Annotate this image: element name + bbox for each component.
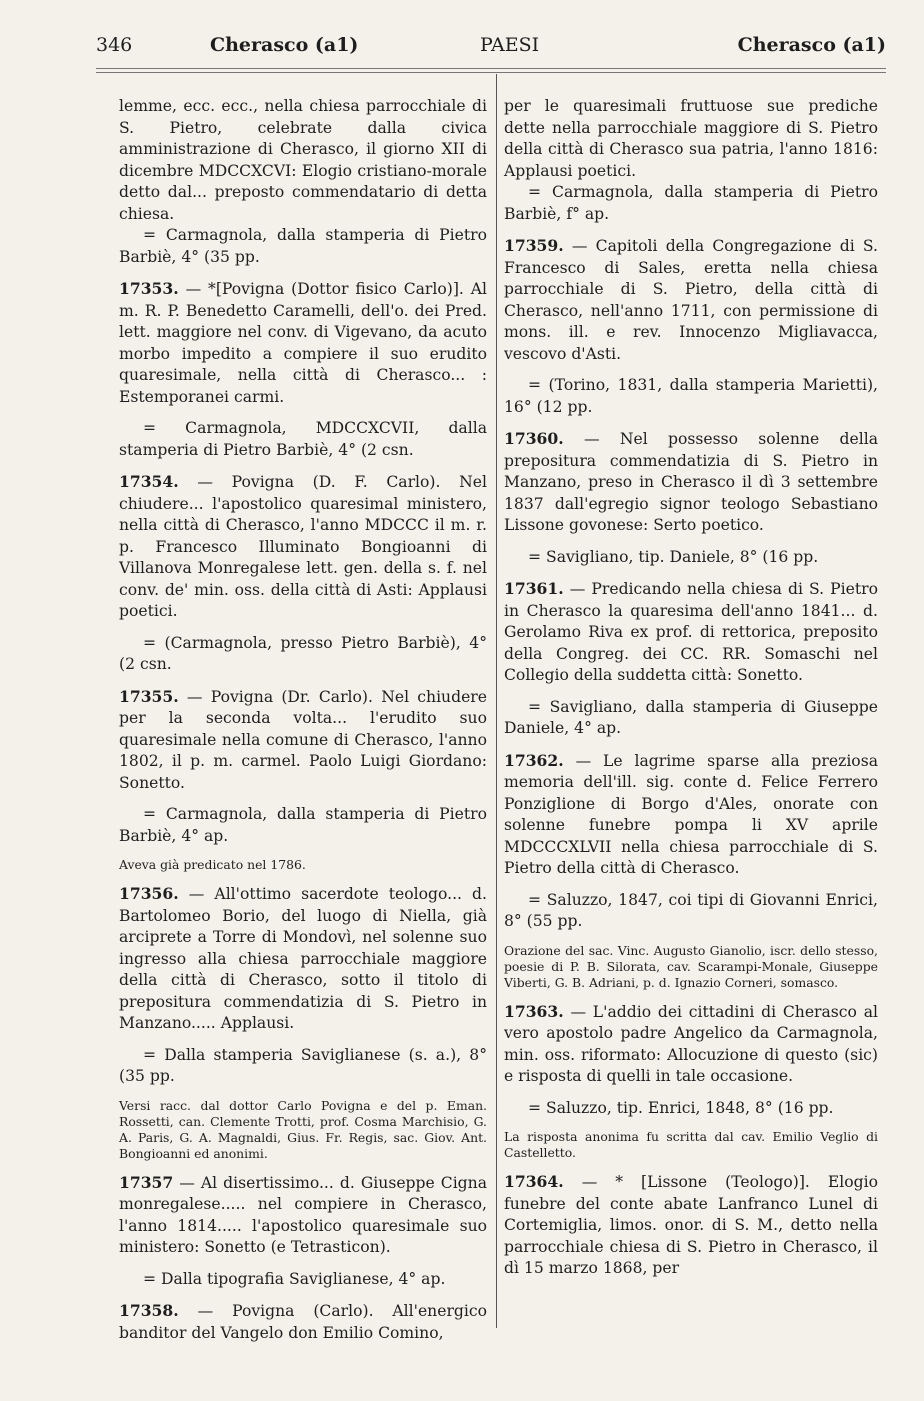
entry-number: 17361.: [504, 579, 564, 598]
entry-number: 17357: [119, 1172, 174, 1192]
entry-text: per le quaresimali fruttuose sue prediche dette nella parrocchiale maggiore di S. Pietro della città di Cherasco sua patria, l'anno 1816: Applausi poetici.: [504, 97, 878, 180]
note: Orazione del sac. Vinc. Augusto Gianolio, iscr. dello stesso, poesie di P. B. Silorata, cav. Scarampi-Monale, Giuseppe Viberti, G. B. Adriani, p. d. Ignazio Corneri, somasco.: [504, 942, 878, 990]
entry-number: 17355.: [119, 686, 179, 706]
entry-text: — L'addio dei cittadini di Cherasco al vero apostolo padre Angelico da Carmagnola, min. oss. riformato: Allocuzione di questo (sic) e risposta di quelli in tale occasione.: [504, 1002, 878, 1085]
right-column: [504, 96, 878, 1290]
entry-17354: [119, 471, 487, 623]
entry-number: 17362.: [504, 750, 564, 770]
entry-text: lemme, ecc. ecc., nella chiesa parrocchiale di S. Pietro, celebrate dalla civica amministrazione di Cherasco, il giorno XII di dicembre MDCCXCVI: Elogio cristiano-morale detto dal... preposto commendatario di detta chiesa.: [119, 97, 487, 223]
header-rule-bottom: [96, 72, 886, 73]
entry-17362: [504, 750, 878, 880]
entry-17360: [504, 428, 878, 537]
note: Aveva già predicato nel 1786.: [119, 857, 306, 872]
entry-17361: [504, 578, 878, 687]
entry-number: 17354.: [119, 472, 179, 491]
imprint: = (Carmagnola, presso Pietro Barbiè), 4° (2 csn.: [119, 633, 487, 673]
entry-text: — *[Povigna (Dottor fisico Carlo)]. Al m. R. P. Benedetto Caramelli, dell'o. dei Pred. lett. maggiore nel conv. di Vigevano, da acuto morbo impedito a compiere il suo erudito quaresimale, nella città di Cherasco... : Estemporanei carmi.: [119, 280, 487, 406]
entry-number: 17359.: [504, 236, 564, 255]
note: Versi racc. dal dottor Carlo Povigna e del p. Eman. Rossetti, can. Clemente Trotti, prof. Cosma Marchisio, G. A. Paris, G. A. Magnaldi, Gius. Fr. Regis, sac. Giov. Ant. Bongioanni ed anonimi.: [119, 1097, 487, 1161]
column-divider: [496, 74, 497, 1328]
header-rule-top: [96, 68, 886, 69]
entry-text: — Al disertissimo... d. Giuseppe Cigna monregalese..... nel compiere in Cherasco, l'anno 1814..... l'apostolico quaresimale suo ministero: Sonetto (e Tetrasticon).: [119, 1173, 487, 1256]
entry-number: 17358.: [119, 1301, 179, 1320]
entry-text: — Capitoli della Congregazione di S. Francesco di Sales, eretta nella chiesa parrocchiale di S. Pietro, della città di Cherasco, nell'anno 1711, con permissione di mons. ill. e rev. Innocenzo Migliavacca, vescovo d'Asti.: [504, 237, 878, 363]
page-number: 346: [96, 34, 133, 56]
imprint: = Dalla stamperia Saviglianese (s. a.), 8° (35 pp.: [119, 1045, 487, 1085]
entry-number: 17363.: [504, 1001, 564, 1021]
imprint: = Carmagnola, dalla stamperia di Pietro Barbiè, f° ap.: [504, 183, 878, 223]
header-section-title: PAESI: [480, 34, 540, 56]
entry-text: — Povigna (Dr. Carlo). Nel chiudere per la seconda volta... l'erudito suo quaresimale nella comune di Cherasco, l'anno 1802, il p. m. carmel. Paolo Luigi Giordano: Sonetto.: [119, 687, 487, 792]
imprint: = (Torino, 1831, dalla stamperia Marietti), 16° (12 pp.: [504, 376, 878, 416]
entry-text: — Povigna (D. F. Carlo). Nel chiudere... l'apostolico quaresimal ministero, nella città di Cherasco, l'anno MDCCC il m. r. p. Francesco Illuminato Bongioanni di Villanova Monregalese lett. gen. della s. f. nel conv. de' min. oss. della città di Asti: Applausi poetici.: [119, 473, 487, 620]
entry-text: — Predicando nella chiesa di S. Pietro in Cherasco la quaresima dell'anno 1841... d. Gerolamo Riva ex prof. di rettorica, preposito della Congreg. dei CC. RR. Somaschi nel Collegio della suddetta città: Sonetto.: [504, 580, 878, 684]
imprint: = Saluzzo, 1847, coi tipi di Giovanni Enrici, 8° (55 pp.: [504, 890, 878, 930]
entry-number: 17364.: [504, 1172, 564, 1191]
header-right-title: Cherasco (a1): [737, 34, 886, 56]
imprint: = Savigliano, dalla stamperia di Giuseppe Daniele, 4° ap.: [504, 697, 878, 737]
left-column: [119, 96, 487, 1354]
entry-number: 17356.: [119, 884, 179, 903]
entry-text: — Le lagrime sparse alla preziosa memoria dell'ill. sig. conte d. Felice Ferrero Ponziglione di Borgo d'Ales, onorate con solenne funebre pompa li XV aprile MDCCCXLVII nella chiesa parrocchiale di S. Pietro della città di Cherasco.: [504, 751, 878, 877]
entry-text: — Povigna (Carlo). All'energico banditor del Vangelo don Emilio Comino,: [119, 1302, 487, 1342]
entry-17358: [119, 1300, 487, 1344]
imprint: = Saluzzo, tip. Enrici, 1848, 8° (16 pp.: [528, 1098, 834, 1117]
entry-17356: [119, 883, 487, 1035]
entry-number: 17360.: [504, 429, 564, 448]
entry-text: — All'ottimo sacerdote teologo... d. Bartolomeo Borio, del luogo di Niella, già arciprete a Torre di Mondovì, nel solenne suo ingresso alla chiesa parrocchiale maggiore della città di Cherasco, sotto il titolo di prepositura commendatizia di S. Pietro in Manzano..... Applausi.: [119, 885, 487, 1032]
entry-number: 17353.: [119, 279, 179, 298]
running-header: [96, 34, 886, 60]
imprint: = Dalla tipografia Saviglianese, 4° ap.: [143, 1269, 446, 1288]
header-left-title: Cherasco (a1): [210, 34, 359, 56]
imprint: = Carmagnola, MDCCXCVII, dalla stamperia di Pietro Barbiè, 4° (2 csn.: [119, 419, 487, 459]
entry-continuation: [119, 96, 487, 225]
entry-text: — * [Lissone (Teologo)]. Elogio funebre del conte abate Lanfranco Lunel di Cortemiglia, limos. onor. di S. M., detto nella parrocchiale chiesa di S. Pietro in Cherasco, il dì 15 marzo 1868, per: [504, 1173, 878, 1277]
entry-17363: [504, 1001, 878, 1088]
note: La risposta anonima fu scritta dal cav. Emilio Veglio di Castelletto.: [504, 1129, 878, 1160]
entry-17357: [119, 1172, 487, 1259]
imprint: = Savigliano, tip. Daniele, 8° (16 pp.: [528, 547, 819, 566]
entry-17353: [119, 278, 487, 408]
entry-17355: [119, 686, 487, 795]
entry-17359: [504, 235, 878, 365]
entry-continuation: [504, 96, 878, 182]
imprint: = Carmagnola, dalla stamperia di Pietro Barbiè, 4° ap.: [119, 805, 487, 845]
entry-17364: [504, 1171, 878, 1280]
entry-text: — Nel possesso solenne della prepositura commendatizia di S. Pietro in Manzano, preso in Cherasco il dì 3 settembre 1837 dall'egregio signor teologo Sebastiano Lissone govonese: Serto poetico.: [504, 430, 878, 534]
imprint: = Carmagnola, dalla stamperia di Pietro Barbiè, 4° (35 pp.: [119, 226, 487, 266]
